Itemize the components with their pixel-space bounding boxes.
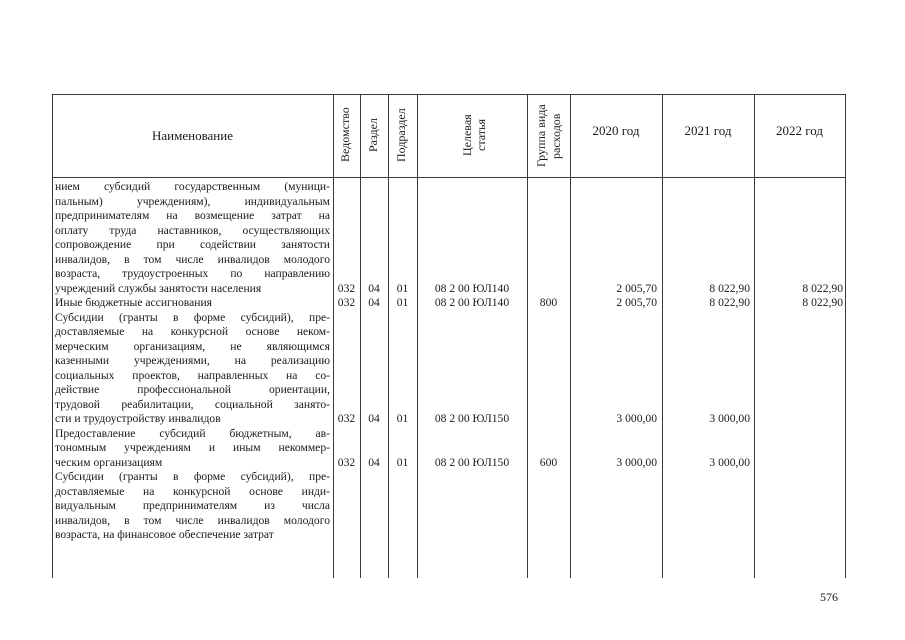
cell-razdel: 04 bbox=[368, 296, 380, 309]
cell-podrazdel: 01 bbox=[396, 455, 409, 469]
grid-line bbox=[570, 94, 571, 578]
cell-celevaya-statya: 08 2 00 ЮЛ140 bbox=[434, 281, 510, 295]
grid-line bbox=[754, 94, 755, 578]
header-podrazdel: Подраздел bbox=[394, 108, 408, 162]
name-text-line: тономным учреждениям и иным некоммер- bbox=[55, 441, 330, 454]
name-text-line: Предоставление субсидий бюджетным, ав- bbox=[55, 426, 330, 440]
cell-2021: 8 022,90 bbox=[709, 296, 750, 309]
cell-2020: 2 005,70 bbox=[616, 296, 657, 309]
cell-vedomstvo: 032 bbox=[337, 281, 356, 295]
grid-line bbox=[662, 94, 663, 578]
header-2020: 2020 год bbox=[592, 123, 640, 138]
grid-line bbox=[388, 94, 389, 578]
header-2022: 2022 год bbox=[776, 123, 823, 138]
cell-vedomstvo: 032 bbox=[337, 412, 356, 425]
name-text-line: возраста, на финансовое обеспечение затрат bbox=[55, 528, 274, 541]
cell-razdel: 04 bbox=[368, 281, 380, 295]
cell-vid-rashodov: 800 bbox=[539, 296, 558, 309]
cell-celevaya-statya: 08 2 00 ЮЛ150 bbox=[434, 455, 510, 469]
name-text-line: Субсидии (гранты в форме субсидий), пре- bbox=[55, 470, 330, 483]
header-vedomstvo: Ведомство bbox=[338, 107, 352, 163]
name-text-line: ческим организациям bbox=[55, 455, 163, 469]
cell-2020: 3 000,00 bbox=[616, 412, 657, 425]
header-gruppa-1: Группа вида bbox=[534, 104, 548, 168]
name-text-line: видуальным предпринимателям из числа bbox=[55, 499, 330, 512]
name-text-line: доставляемые на конкурсной основе неком- bbox=[55, 325, 330, 338]
cell-2021: 8 022,90 bbox=[709, 281, 750, 295]
cell-razdel: 04 bbox=[368, 412, 380, 425]
cell-podrazdel: 01 bbox=[396, 281, 409, 295]
name-text-line: казенными учреждениями, на реализацию bbox=[55, 354, 330, 367]
cell-vedomstvo: 032 bbox=[337, 455, 356, 469]
name-text-line: предпринимателям на возмещение затрат на bbox=[55, 209, 330, 222]
header-2021: 2021 год bbox=[684, 123, 732, 138]
page-number: 576 bbox=[820, 590, 838, 604]
header-razdel: Раздел bbox=[366, 118, 380, 152]
cell-2021: 3 000,00 bbox=[709, 412, 750, 425]
name-text-line: инвалидов, в том числе инвалидов молодого bbox=[55, 252, 330, 266]
cell-2022: 8 022,90 bbox=[802, 296, 843, 309]
name-text-line: оплату труда наставников, осуществляющих bbox=[55, 223, 330, 237]
header-celevaya-2: статья bbox=[474, 119, 488, 151]
name-text-line: доставляемые на конкурсной основе инди- bbox=[55, 484, 330, 498]
grid-line bbox=[333, 94, 334, 578]
name-text-line: социальных проектов, направленных на со- bbox=[55, 368, 330, 382]
cell-vedomstvo: 032 bbox=[337, 296, 356, 309]
cell-podrazdel: 01 bbox=[396, 412, 409, 425]
name-text-line: инвалидов, в том числе инвалидов молодого bbox=[55, 513, 330, 527]
cell-vid-rashodov: 600 bbox=[539, 455, 558, 469]
cell-celevaya-statya: 08 2 00 ЮЛ140 bbox=[434, 296, 510, 309]
cell-2022: 8 022,90 bbox=[802, 281, 843, 295]
cell-podrazdel: 01 bbox=[396, 296, 409, 309]
grid-line bbox=[417, 94, 418, 578]
name-text-line: учреждений службы занятости населения bbox=[55, 281, 262, 295]
name-text-line: Субсидии (гранты в форме субсидий), пре- bbox=[55, 310, 330, 324]
name-text-line: Иные бюджетные ассигнования bbox=[55, 296, 212, 309]
grid-line bbox=[52, 94, 53, 578]
name-text-line: сти и трудоустройству инвалидов bbox=[55, 412, 221, 425]
cell-2021: 3 000,00 bbox=[709, 455, 750, 469]
grid-line bbox=[527, 94, 528, 578]
cell-razdel: 04 bbox=[368, 455, 380, 469]
name-text-line: нием субсидий государственным (муници- bbox=[55, 180, 330, 193]
name-text-line: сопровождение при содействии занятости bbox=[55, 238, 330, 251]
cell-celevaya-statya: 08 2 00 ЮЛ150 bbox=[434, 412, 510, 425]
grid-line bbox=[360, 94, 361, 578]
grid-line bbox=[845, 94, 846, 578]
header-gruppa-2: расходов bbox=[549, 113, 563, 159]
name-text-line: возраста, трудоустроенных по направлению bbox=[55, 267, 330, 280]
header-celevaya-1: Целевая bbox=[460, 114, 474, 156]
cell-2020: 2 005,70 bbox=[616, 281, 657, 295]
name-text-line: мерческим организациям, не являющимся bbox=[55, 339, 330, 353]
name-text-line: пальным) учреждениям), индивидуальным bbox=[55, 194, 330, 208]
name-text-line: трудовой реабилитации, социальной занято- bbox=[55, 397, 330, 411]
name-text-line: действие профессиональной ориентации, bbox=[55, 383, 330, 396]
header-name: Наименование bbox=[152, 128, 233, 143]
grid-line bbox=[52, 177, 846, 178]
cell-2020: 3 000,00 bbox=[616, 455, 657, 469]
grid-line bbox=[52, 94, 846, 95]
